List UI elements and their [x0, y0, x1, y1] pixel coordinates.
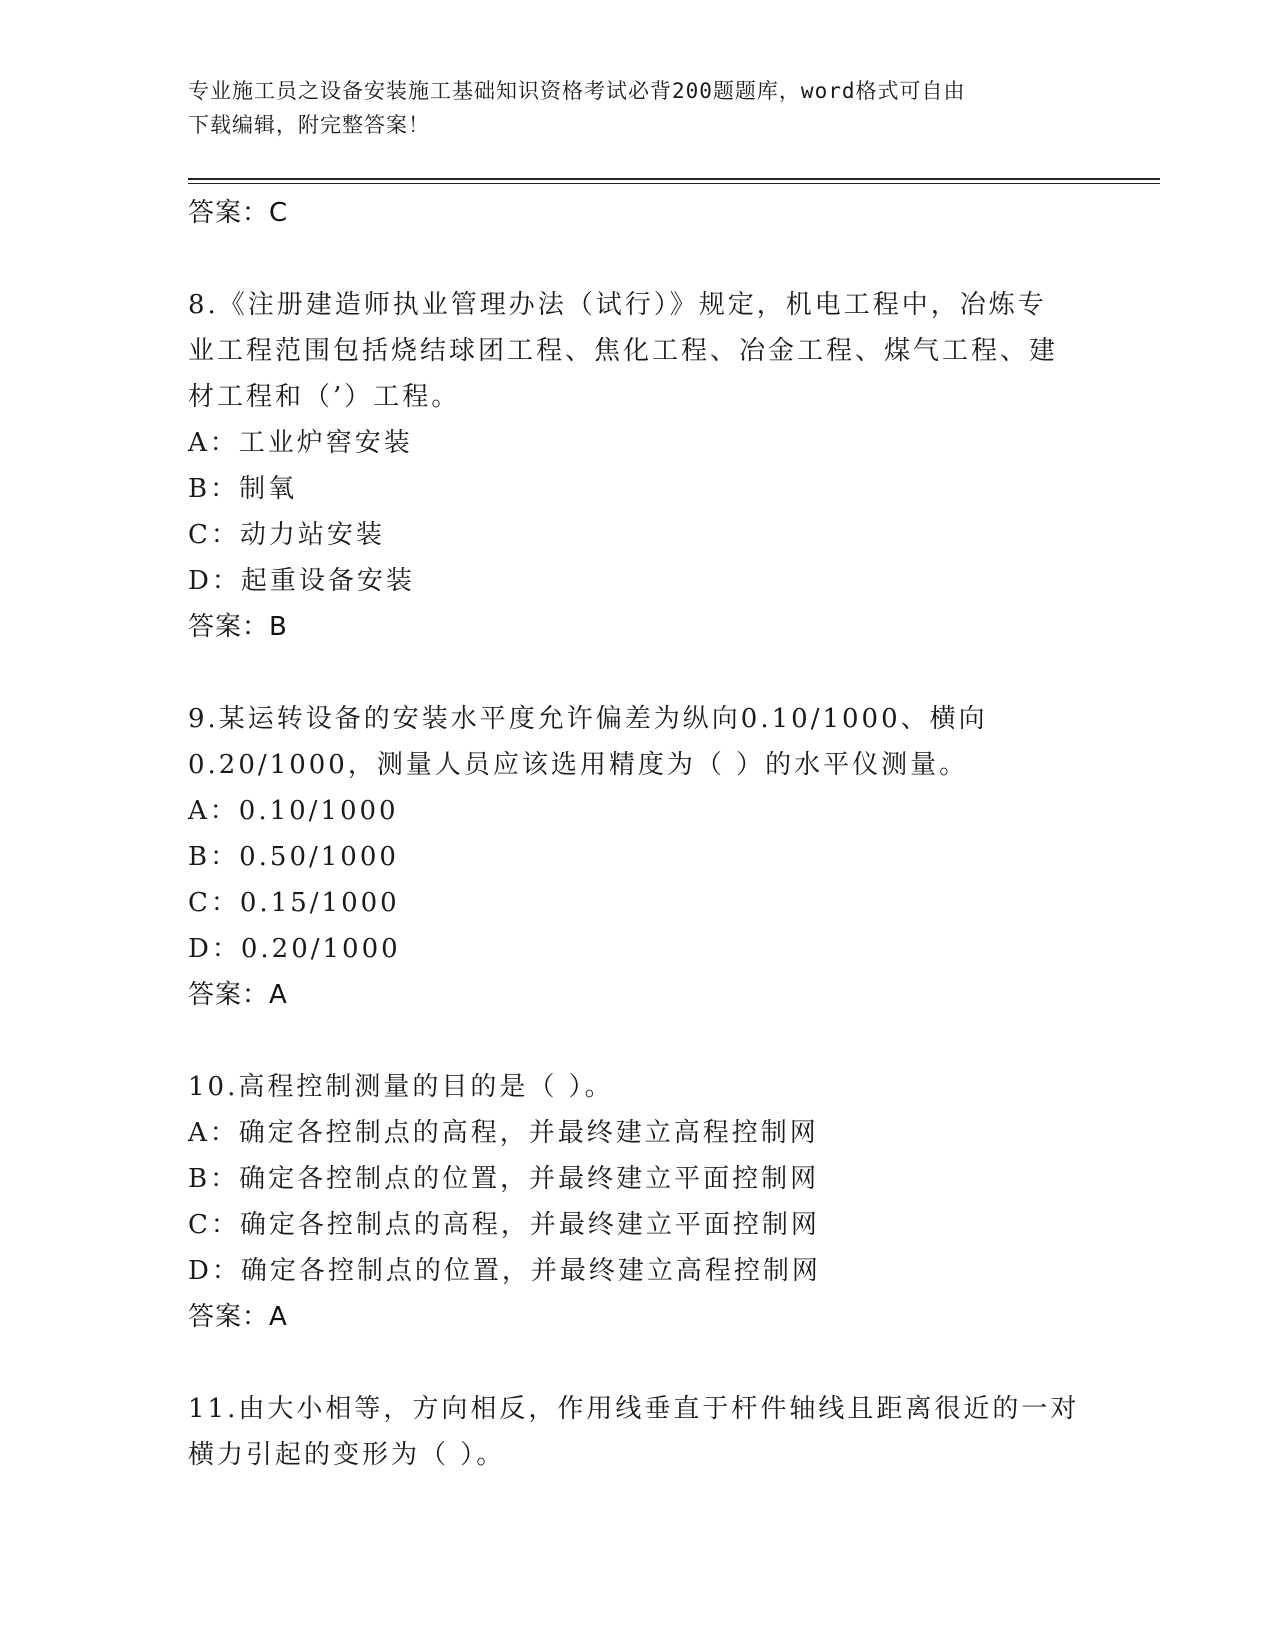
question-block: [188, 1386, 1088, 1478]
question-line: 材工程和（’）工程。: [188, 382, 461, 412]
question-block: [188, 696, 1088, 1018]
option-c: C：0.15/1000: [188, 888, 400, 918]
spacer: [188, 1018, 1088, 1064]
question-line: 8.《注册建造师执业管理办法（试行）》规定，机电工程中，冶炼专: [188, 290, 1047, 320]
spacer: [188, 650, 1088, 696]
header-rule-thick: [188, 178, 1160, 180]
answer: 答案：A: [188, 1302, 288, 1332]
question-content: [188, 190, 1088, 1478]
option-d: D：确定各控制点的位置，并最终建立高程控制网: [188, 1256, 821, 1286]
option-b: B：0.50/1000: [188, 842, 399, 872]
question-line: 11.由大小相等，方向相反，作用线垂直于杆件轴线且距离很近的一对: [188, 1394, 1080, 1424]
option-c: C：动力站安装: [188, 520, 385, 550]
option-d: D：起重设备安装: [188, 566, 415, 596]
question-line: 0.20/1000，测量人员应该选用精度为（ ）的水平仪测量。: [188, 750, 969, 780]
option-a: A：确定各控制点的高程，并最终建立高程控制网: [188, 1118, 819, 1148]
option-b: B：制氧: [188, 474, 298, 504]
spacer: [188, 236, 1088, 282]
question-line: 业工程范围包括烧结球团工程、焦化工程、冶金工程、煤气工程、建: [188, 336, 1059, 366]
option-b: B：确定各控制点的位置，并最终建立平面控制网: [188, 1164, 820, 1194]
question-line: 9.某运转设备的安装水平度允许偏差为纵向0.10/1000、横向: [188, 704, 988, 734]
option-c: C：确定各控制点的高程，并最终建立平面控制网: [188, 1210, 820, 1240]
header-rule-thin: [188, 183, 1160, 184]
question-block: [188, 282, 1088, 650]
question-line: 10.高程控制测量的目的是（ ）。: [188, 1072, 614, 1102]
option-d: D：0.20/1000: [188, 934, 401, 964]
question-line: 横力引起的变形为（ ）。: [188, 1440, 506, 1470]
header-line-2: 下载编辑，附完整答案！: [188, 113, 430, 137]
question-block: [188, 1064, 1088, 1340]
previous-answer: 答案：C: [188, 198, 289, 228]
page-header: [188, 74, 1088, 142]
spacer: [188, 1340, 1088, 1386]
answer: 答案：B: [188, 612, 288, 642]
answer: 答案：A: [188, 980, 288, 1010]
header-line-1: 专业施工员之设备安装施工基础知识资格考试必背200题题库，word格式可自由: [188, 79, 966, 103]
option-a: A：工业炉窖安装: [188, 428, 413, 458]
option-a: A：0.10/1000: [188, 796, 399, 826]
